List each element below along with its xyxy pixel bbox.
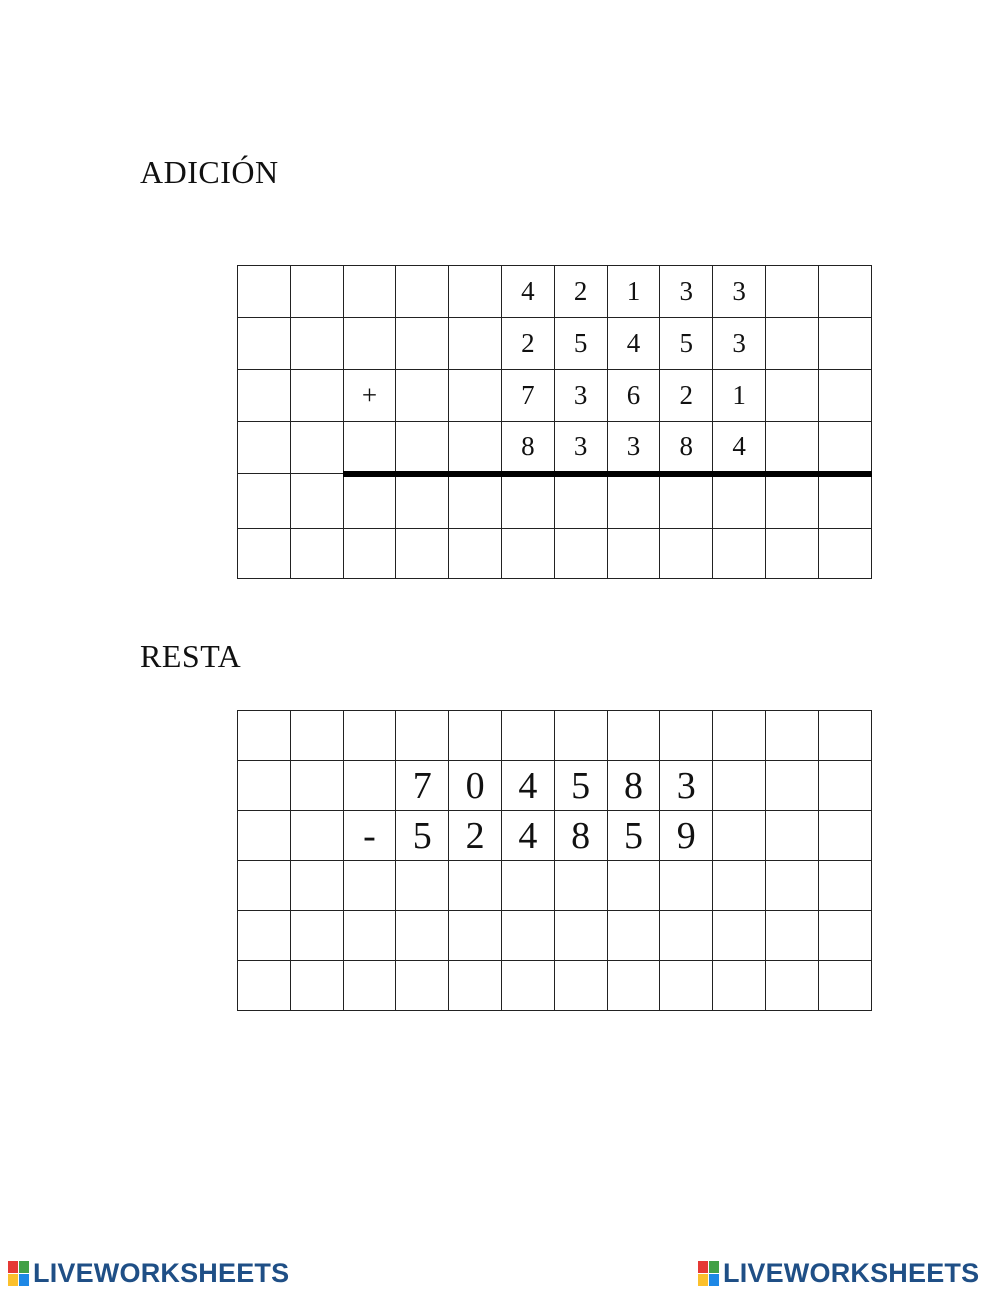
grid-cell — [449, 961, 502, 1011]
grid-cell — [290, 266, 343, 318]
grid-cell — [818, 711, 871, 761]
grid-cell — [238, 861, 291, 911]
grid-cell — [396, 529, 449, 579]
grid-cell — [290, 474, 343, 529]
grid-cell — [238, 474, 291, 529]
grid-cell — [660, 961, 713, 1011]
grid-cell — [765, 811, 818, 861]
grid-cell — [818, 370, 871, 422]
grid-cell — [818, 811, 871, 861]
grid-cell: 8 — [607, 761, 660, 811]
grid-cell: 8 — [501, 422, 554, 474]
grid-cell — [818, 529, 871, 579]
grid-cell — [343, 318, 396, 370]
grid-cell — [238, 318, 291, 370]
liveworksheets-mark-icon — [8, 1261, 29, 1286]
grid-cell — [449, 711, 502, 761]
grid-row — [238, 711, 872, 761]
subtraction-title: RESTA — [140, 638, 242, 674]
grid-cell — [713, 711, 766, 761]
grid-cell — [238, 761, 291, 811]
grid-cell — [501, 474, 554, 529]
grid-cell — [343, 474, 396, 529]
grid-cell: - — [343, 811, 396, 861]
grid-cell: 4 — [501, 761, 554, 811]
grid-cell — [713, 474, 766, 529]
grid-cell — [290, 761, 343, 811]
grid-cell: 3 — [660, 761, 713, 811]
grid-cell — [343, 961, 396, 1011]
grid-cell — [554, 911, 607, 961]
grid-cell — [290, 861, 343, 911]
grid-cell — [238, 911, 291, 961]
grid-cell — [238, 266, 291, 318]
grid-cell: 3 — [607, 422, 660, 474]
grid-cell: 3 — [554, 422, 607, 474]
liveworksheets-mark-icon — [698, 1261, 719, 1286]
grid-cell: 4 — [501, 266, 554, 318]
grid-cell — [238, 370, 291, 422]
grid-cell: 4 — [713, 422, 766, 474]
grid-cell — [660, 711, 713, 761]
grid-cell: 2 — [501, 318, 554, 370]
grid-row — [238, 911, 872, 961]
grid-cell — [554, 474, 607, 529]
grid-cell — [660, 474, 713, 529]
grid-cell — [818, 961, 871, 1011]
grid-cell — [396, 474, 449, 529]
grid-cell — [765, 861, 818, 911]
grid-cell: 3 — [660, 266, 713, 318]
grid-cell: 2 — [660, 370, 713, 422]
grid-row — [238, 861, 872, 911]
grid-row — [238, 961, 872, 1011]
grid-row — [238, 370, 872, 422]
grid-cell — [290, 911, 343, 961]
grid-cell — [238, 422, 291, 474]
grid-row — [238, 422, 872, 474]
grid-cell — [765, 318, 818, 370]
grid-cell: 2 — [449, 811, 502, 861]
grid-cell — [290, 711, 343, 761]
grid-cell — [449, 266, 502, 318]
grid-cell — [290, 811, 343, 861]
grid-cell — [290, 370, 343, 422]
grid-cell — [449, 474, 502, 529]
grid-cell — [343, 861, 396, 911]
grid-cell — [396, 861, 449, 911]
grid-cell: 9 — [660, 811, 713, 861]
addition-grid — [237, 265, 872, 579]
grid-cell: 3 — [713, 266, 766, 318]
grid-cell — [554, 861, 607, 911]
grid-cell — [818, 422, 871, 474]
grid-cell — [713, 529, 766, 579]
grid-cell — [238, 711, 291, 761]
grid-row — [238, 761, 872, 811]
grid-cell: 6 — [607, 370, 660, 422]
grid-cell: 8 — [660, 422, 713, 474]
grid-cell: 5 — [660, 318, 713, 370]
grid-cell — [818, 861, 871, 911]
grid-cell — [713, 911, 766, 961]
grid-cell — [660, 911, 713, 961]
grid-cell: 7 — [501, 370, 554, 422]
grid-cell: 8 — [554, 811, 607, 861]
grid-cell — [607, 529, 660, 579]
grid-cell — [501, 961, 554, 1011]
grid-cell — [713, 761, 766, 811]
grid-cell — [343, 529, 396, 579]
grid-cell: 1 — [607, 266, 660, 318]
grid-cell — [765, 266, 818, 318]
grid-cell — [607, 961, 660, 1011]
grid-cell — [396, 422, 449, 474]
grid-row — [238, 811, 872, 861]
grid-cell — [765, 422, 818, 474]
grid-cell — [607, 911, 660, 961]
grid-cell — [343, 266, 396, 318]
grid-cell: + — [343, 370, 396, 422]
grid-cell — [343, 761, 396, 811]
grid-cell — [449, 318, 502, 370]
grid-cell: 5 — [607, 811, 660, 861]
grid-cell — [501, 911, 554, 961]
grid-cell — [607, 861, 660, 911]
grid-cell — [449, 861, 502, 911]
brand-name: LIVEWORKSHEETS — [723, 1258, 980, 1288]
grid-cell — [238, 961, 291, 1011]
grid-cell — [765, 961, 818, 1011]
grid-cell — [765, 711, 818, 761]
grid-cell — [501, 711, 554, 761]
grid-cell — [765, 370, 818, 422]
grid-cell — [396, 370, 449, 422]
grid-cell — [765, 474, 818, 529]
grid-cell — [290, 529, 343, 579]
liveworksheets-logo-left — [8, 1258, 289, 1289]
addition-title: ADICIÓN — [140, 154, 279, 190]
grid-cell — [818, 911, 871, 961]
grid-cell — [818, 761, 871, 811]
grid-cell: 3 — [554, 370, 607, 422]
grid-cell — [290, 318, 343, 370]
grid-cell — [343, 422, 396, 474]
grid-cell — [713, 861, 766, 911]
subtraction-grid — [237, 710, 872, 1011]
grid-cell: 4 — [607, 318, 660, 370]
grid-cell — [607, 711, 660, 761]
grid-cell — [607, 474, 660, 529]
grid-cell — [818, 266, 871, 318]
grid-cell — [343, 911, 396, 961]
grid-row — [238, 266, 872, 318]
grid-cell — [818, 318, 871, 370]
grid-cell: 4 — [501, 811, 554, 861]
grid-cell — [449, 911, 502, 961]
grid-cell — [396, 266, 449, 318]
grid-cell — [765, 911, 818, 961]
grid-cell — [396, 911, 449, 961]
grid-row — [238, 474, 872, 529]
grid-cell: 0 — [449, 761, 502, 811]
grid-cell — [449, 370, 502, 422]
grid-cell — [554, 961, 607, 1011]
liveworksheets-logo-right — [698, 1258, 979, 1289]
grid-cell — [238, 529, 291, 579]
grid-cell — [343, 711, 396, 761]
grid-cell — [238, 811, 291, 861]
grid-cell — [765, 529, 818, 579]
grid-row — [238, 529, 872, 579]
grid-cell: 1 — [713, 370, 766, 422]
grid-cell — [713, 961, 766, 1011]
grid-cell — [660, 861, 713, 911]
grid-cell — [501, 529, 554, 579]
grid-cell — [290, 961, 343, 1011]
grid-cell: 5 — [554, 761, 607, 811]
grid-cell: 5 — [554, 318, 607, 370]
brand-name: LIVEWORKSHEETS — [33, 1258, 290, 1288]
grid-cell — [290, 422, 343, 474]
grid-cell — [765, 761, 818, 811]
grid-row — [238, 318, 872, 370]
grid-cell — [660, 529, 713, 579]
grid-cell — [449, 422, 502, 474]
grid-cell — [396, 711, 449, 761]
grid-cell — [396, 318, 449, 370]
grid-cell: 2 — [554, 266, 607, 318]
grid-cell — [501, 861, 554, 911]
grid-cell: 5 — [396, 811, 449, 861]
grid-cell — [449, 529, 502, 579]
grid-cell — [713, 811, 766, 861]
grid-cell: 3 — [713, 318, 766, 370]
grid-cell — [554, 529, 607, 579]
grid-cell — [818, 474, 871, 529]
grid-cell — [396, 961, 449, 1011]
grid-cell: 7 — [396, 761, 449, 811]
grid-cell — [554, 711, 607, 761]
